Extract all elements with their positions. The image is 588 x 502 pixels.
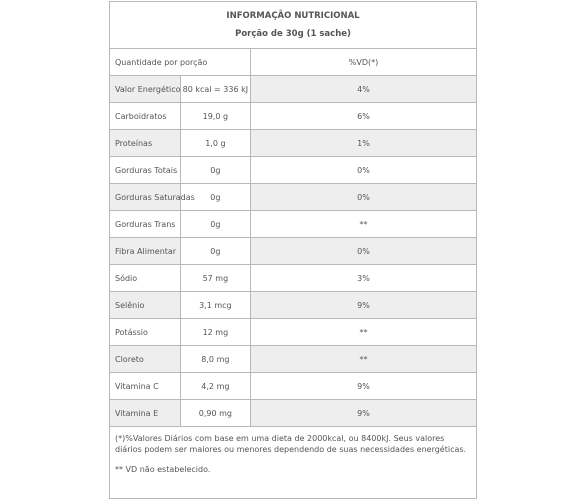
nutrient-amount: 0g [180, 238, 250, 265]
nutrition-table [110, 49, 476, 427]
nutrient-name: Proteínas [110, 130, 180, 157]
nutrient-name: Cloreto [110, 346, 180, 373]
nutrient-amount: 80 kcal = 336 kJ [180, 76, 250, 103]
table-row [110, 103, 476, 130]
nutrient-name: Carboidratos [110, 103, 180, 130]
nutrient-vd: 9% [251, 400, 477, 427]
nutrient-name: Vitamina C [110, 373, 180, 400]
nutrient-name: Gorduras Saturadas [110, 184, 180, 211]
daily-values-footnote: (*)%Valores Diários com base em uma dieta de 2000kcal, ou 8400kJ. Seus valores diários podem ser maiores ou menores dependendo de suas necessidades energéticas. [115, 434, 467, 454]
nutrient-vd: 0% [251, 184, 477, 211]
nutrient-vd: 1% [251, 130, 477, 157]
nutrient-vd: ** [251, 319, 477, 346]
not-established-footnote: ** VD não estabelecido. [115, 465, 211, 474]
nutrient-name: Potássio [110, 319, 180, 346]
nutrient-vd: 3% [251, 265, 477, 292]
vd-column-label: %VD(*) [251, 49, 477, 76]
nutrient-amount: 0g [180, 211, 250, 238]
table-row [110, 130, 476, 157]
table-row [110, 373, 476, 400]
nutrient-name: Valor Energético [110, 76, 180, 103]
nutrient-name: Fibra Alimentar [110, 238, 180, 265]
table-row [110, 184, 476, 211]
nutrition-title: INFORMAÇÃO NUTRICIONAL [226, 11, 360, 21]
table-row [110, 400, 476, 427]
nutrient-name: Selênio [110, 292, 180, 319]
nutrient-vd: 9% [251, 292, 477, 319]
nutrient-name: Gorduras Trans [110, 211, 180, 238]
nutrient-amount: 12 mg [180, 319, 250, 346]
table-row [110, 157, 476, 184]
nutrient-vd: ** [251, 211, 477, 238]
nutrient-name: Vitamina E [110, 400, 180, 427]
table-row [110, 265, 476, 292]
nutrient-vd: 9% [251, 373, 477, 400]
nutrient-vd: 6% [251, 103, 477, 130]
nutrient-amount: 8,0 mg [180, 346, 250, 373]
footnotes [110, 427, 476, 475]
column-header-row [110, 49, 476, 76]
nutrient-amount: 0,90 mg [180, 400, 250, 427]
nutrient-amount: 0g [180, 184, 250, 211]
nutrient-amount: 57 mg [180, 265, 250, 292]
table-row [110, 211, 476, 238]
nutrient-vd: 0% [251, 157, 477, 184]
nutrient-amount: 4,2 mg [180, 373, 250, 400]
table-row [110, 292, 476, 319]
table-row [110, 238, 476, 265]
nutrient-vd: ** [251, 346, 477, 373]
serving-size: Porção de 30g (1 sache) [235, 29, 351, 39]
nutrient-name: Gorduras Totais [110, 157, 180, 184]
table-row [110, 76, 476, 103]
nutrition-facts-panel [109, 1, 477, 499]
table-row [110, 346, 476, 373]
nutrient-amount: 0g [180, 157, 250, 184]
nutrient-amount: 1,0 g [180, 130, 250, 157]
nutrient-amount: 19,0 g [180, 103, 250, 130]
quantity-per-serving-label: Quantidade por porção [110, 49, 251, 76]
nutrient-vd: 0% [251, 238, 477, 265]
nutrition-header [110, 2, 476, 49]
nutrient-amount: 3,1 mcg [180, 292, 250, 319]
nutrient-vd: 4% [251, 76, 477, 103]
table-row [110, 319, 476, 346]
nutrient-name: Sódio [110, 265, 180, 292]
